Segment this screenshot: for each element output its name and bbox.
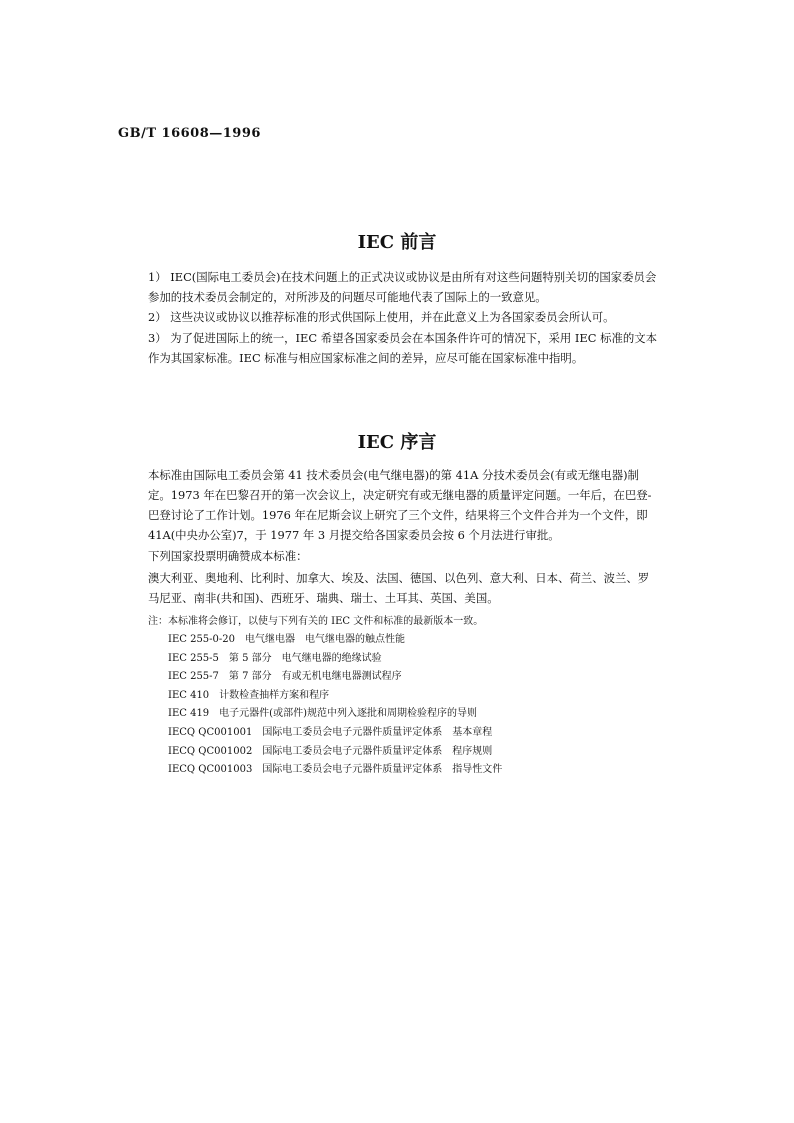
preface-paragraph-1: 本标准由国际电工委员会第 41 技术委员会(电气继电器)的第 41A 分技术委员会(有或无继电器)制定。1973 年在巴黎召开的第一次会议上，决定研究有或无继电器的质量评定问题。一年后，在巴登-巴登讨论了工作计划。1976 年在尼斯会议上研究了三个文件，结果将三个文件合并为一个文件，即 41A(中央办公室)7，于 1977 年 3 月提交给各国家委员会按 6 个月法进行审批。 — [148, 468, 652, 542]
reference-title: 国际电工委员会电子元器件质量评定体系 指导性文件 — [262, 764, 503, 776]
iec-preface-title: IEC 序言 — [357, 432, 437, 453]
reference-code: IEC 410 — [168, 689, 210, 701]
reference-title: 国际电工委员会电子元器件质量评定体系 程序规则 — [262, 745, 493, 757]
reference-item — [168, 687, 502, 706]
reference-item — [168, 650, 502, 669]
foreword-item-1: 1） IEC(国际电工委员会)在技术问题上的正式决议或协议是由所有对这些问题特别关切的国家委员会参加的技术委员会制定的，对所涉及的问题尽可能地代表了国际上的一致意见。 — [148, 270, 657, 304]
foreword-item-2: 2） 这些决议或协议以推荐标准的形式供国际上使用，并在此意义上为各国家委员会所认可。 — [148, 310, 615, 324]
preface-note: 注：本标准将会修订，以使与下列有关的 IEC 文件和标准的最新版本一致。 — [148, 616, 484, 627]
reference-title: 国际电工委员会电子元器件质量评定体系 基本章程 — [262, 726, 493, 738]
reference-list — [168, 631, 502, 780]
reference-title: 电子元器件(或部件)规范中列入逐批和周期检验程序的导则 — [219, 708, 477, 720]
document-number: GB/T 16608—1996 — [118, 126, 261, 141]
reference-code: IEC 255-7 — [168, 671, 219, 683]
reference-title: 电气继电器 电气继电器的触点性能 — [245, 634, 406, 645]
reference-item — [168, 743, 502, 762]
reference-item — [168, 761, 502, 780]
reference-code: IECQ QC001003 — [168, 764, 253, 776]
reference-item — [168, 631, 502, 650]
reference-code: IEC 255-5 — [168, 652, 219, 664]
preface-countries: 澳大利亚、奥地利、比利时、加拿大、埃及、法国、德国、以色列、意大利、日本、荷兰、波兰、罗马尼亚、南非(共和国)、西班牙、瑞典、瑞士、土耳其、英国、美国。 — [148, 571, 650, 605]
reference-title: 第 7 部分 有或无机电继电器测试程序 — [228, 671, 402, 683]
reference-code: IECQ QC001002 — [168, 745, 253, 757]
reference-code: IEC 255-0-20 — [168, 634, 236, 645]
foreword-item-3: 3） 为了促进国际上的统一，IEC 希望各国家委员会在本国条件许可的情况下，采用 IEC 标准的文本作为其国家标准。IEC 标准与相应国家标准之间的差异，应尽可能在国家标准中指明。 — [148, 331, 658, 365]
reference-title: 第 5 部分 电气继电器的绝缘试验 — [228, 652, 382, 664]
reference-code: IECQ QC001001 — [168, 726, 253, 738]
iec-foreword-title: IEC 前言 — [357, 232, 437, 253]
reference-item — [168, 724, 502, 743]
reference-item — [168, 705, 502, 724]
preface-paragraph-2: 下列国家投票明确赞成本标准： — [148, 549, 308, 563]
reference-code: IEC 419 — [168, 708, 210, 720]
reference-title: 计数检查抽样方案和程序 — [219, 689, 330, 701]
reference-item — [168, 668, 502, 687]
